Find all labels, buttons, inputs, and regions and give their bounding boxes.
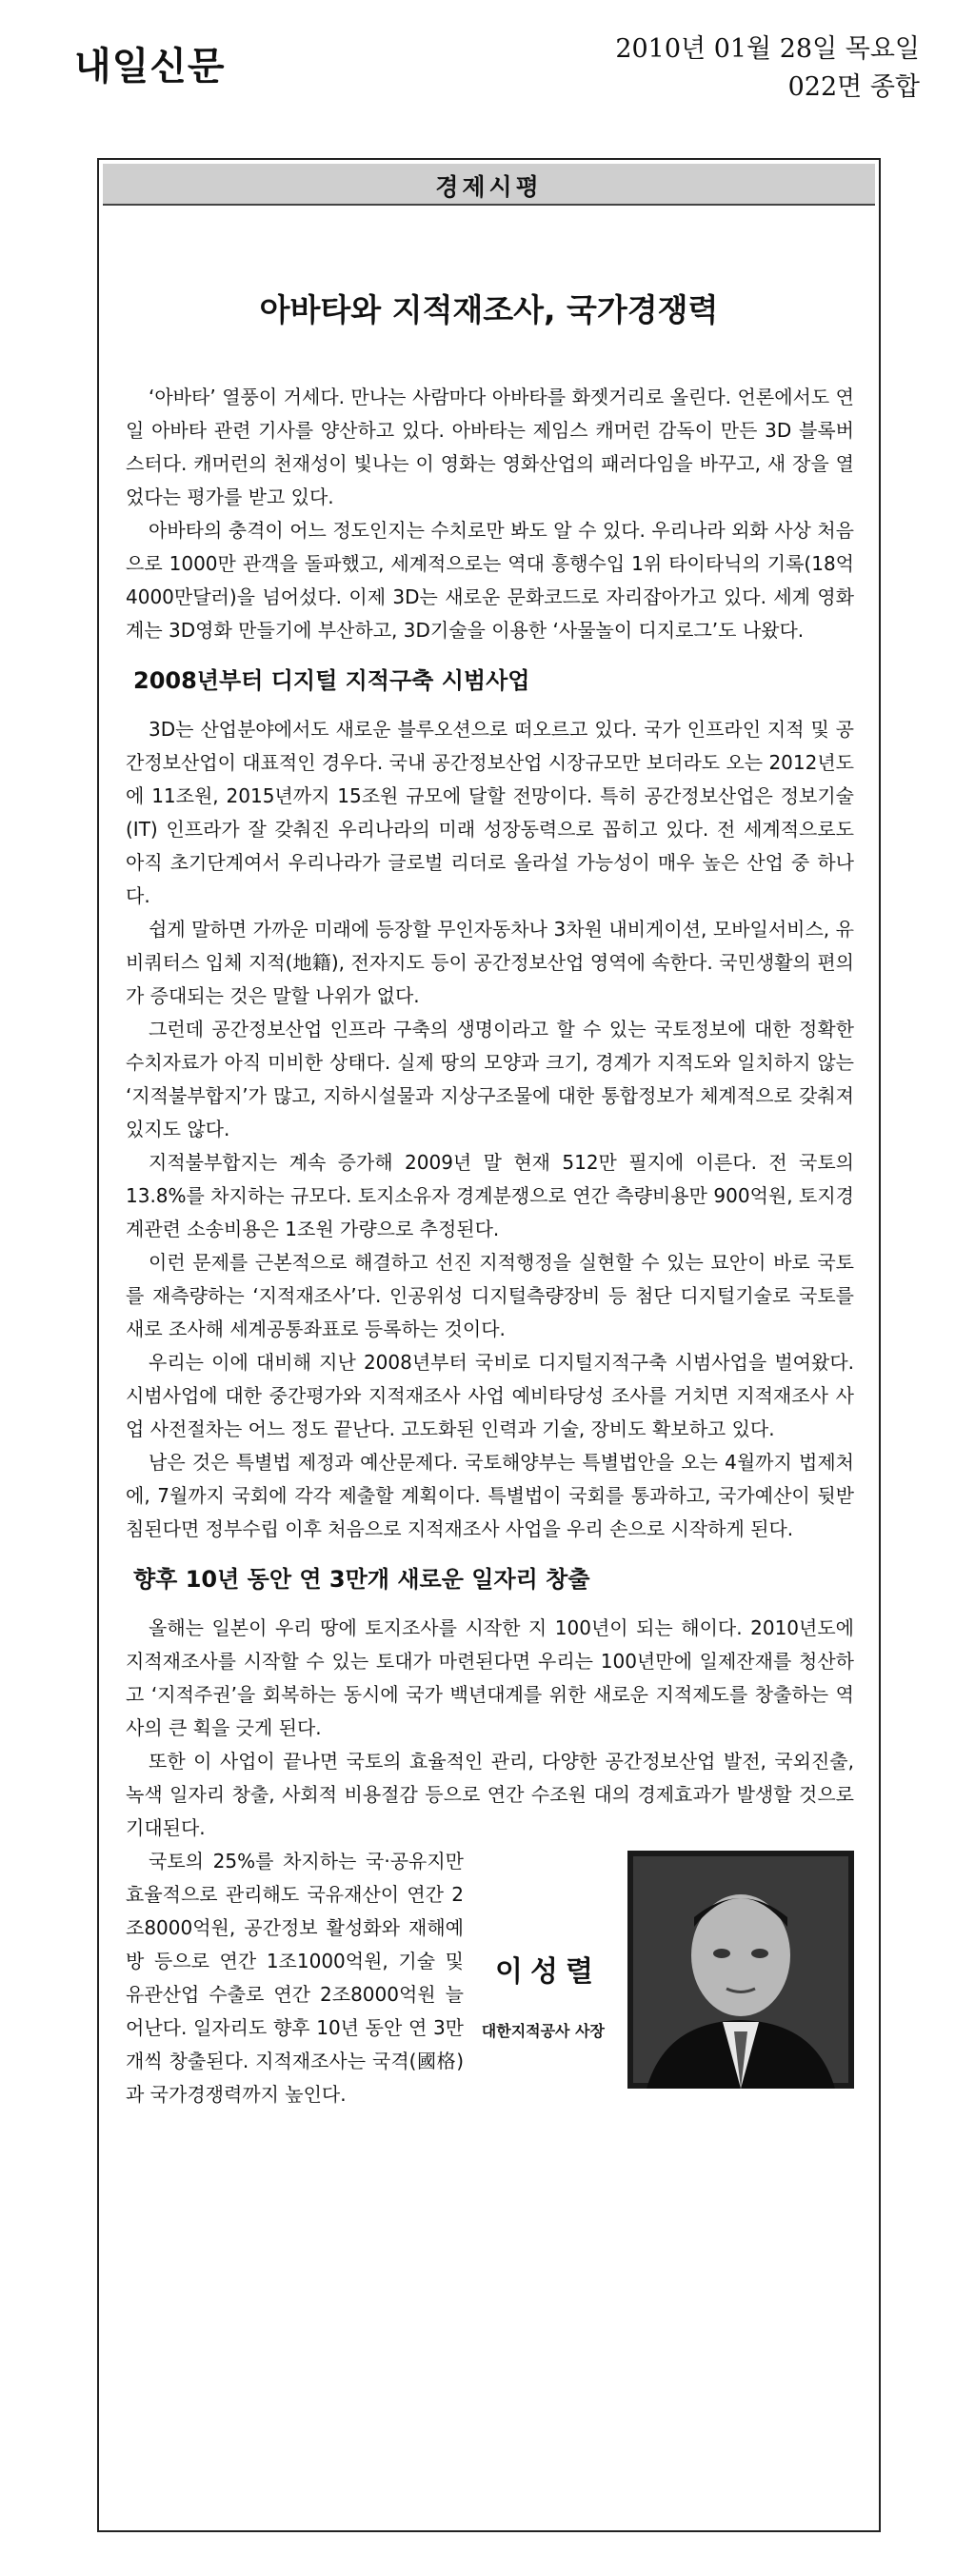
paragraph: 또한 이 사업이 끝나면 국토의 효율적인 관리, 다양한 공간정보산업 발전, 국외진출, 녹색 일자리 창출, 사회적 비용절감 등으로 연간 수조원 대의 경제효과가 발생할 것으로 기대된다. [126, 1750, 854, 1839]
author-title: 대한지적공사 사장 [481, 2022, 605, 2040]
paragraph: 3D는 산업분야에서도 새로운 블루오션으로 떠오르고 있다. 국가 인프라인 지적 및 공간정보산업이 대표적인 경우다. 국내 공간정보산업 시장규모만 보더라도 오는 2012년도에 11조원, 2015년까지 15조원 규모에 달할 전망이다. 특히 공간정보산업은 정보기술(IT) 인프라가 잘 갖춰진 우리나라의 미래 성장동력으로 꼽히고 있다. 전 세계적으로도 아직 초기단계여서 우리나라가 글로벌 리더로 올라설 가능성이 매우 높은 산업 중 하나다. [126, 718, 854, 907]
paper-name: 내일신문 [74, 45, 226, 89]
paragraph: 국토의 25%를 차지하는 국·공유지만 효율적으로 관리해도 국유재산이 연간 2조8000억원, 공간정보 활성화와 재해예방 등으로 연간 1조1000억원, 기술 및 유관산업 수출로 연간 2조8000억원 늘어난다. 일자리도 향후 10년 동안 연 3만개씩 창출된다. 지적재조사는 국격(國格)과 국가경쟁력까지 높인다. [126, 1850, 464, 2106]
paragraph: 올해는 일본이 우리 땅에 토지조사를 시작한 지 100년이 되는 해이다. 2010년도에 지적재조사를 시작할 수 있는 토대가 마련된다면 우리는 100년만에 일제잔재를 청산하고 ‘지적주권’을 회복하는 동시에 국가 백년대계를 위한 새로운 지적제도를 창출하는 역사의 큰 획을 긋게 된다. [126, 1616, 854, 1739]
section-bar [103, 164, 875, 206]
publication-date: 2010년 01월 28일 목요일 [615, 34, 920, 64]
author-photo [627, 1851, 854, 2089]
paragraph: 남은 것은 특별법 제정과 예산문제다. 국토해양부는 특별법안을 오는 4월까지 법제처에, 7월까지 국회에 각각 제출할 계획이다. 특별법이 국회를 통과하고, 국가예산이 뒷받침된다면 정부수립 이후 처음으로 지적재조사 사업을 우리 손으로 시작하게 된다. [126, 1451, 854, 1540]
dateline [615, 30, 920, 107]
article-frame [97, 158, 881, 2532]
author-portrait-image [627, 1851, 854, 2089]
author-name: 이성렬 [495, 1955, 601, 1989]
paragraph: 우리는 이에 대비해 지난 2008년부터 국비로 디지털지적구축 시범사업을 벌여왔다. 시범사업에 대한 중간평가와 지적재조사 사업 예비타당성 조사를 거치면 지적재조사 사업 사전절차는 어느 정도 끝난다. 고도화된 인력과 기술, 장비도 확보하고 있다. [126, 1351, 854, 1440]
section-title: 경제시평 [435, 173, 543, 201]
article-headline: 아바타와 지적재조사, 국가경쟁력 [259, 291, 719, 328]
page-section: 022면 종합 [787, 72, 920, 102]
author-byline [464, 1851, 614, 2089]
paragraph: 쉽게 말하면 가까운 미래에 등장할 무인자동차나 3차원 내비게이션, 모바일서비스, 유비쿼터스 입체 지적(地籍), 전자지도 등이 공간정보산업 영역에 속한다. 국민생활의 편의가 증대되는 것은 말할 나위가 없다. [126, 918, 854, 1007]
paragraph: 아바타의 충격이 어느 정도인지는 수치로만 봐도 알 수 있다. 우리나라 외화 사상 처음으로 1000만 관객을 돌파했고, 세계적으로는 역대 흥행수입 1위 타이타닉의 기록(18억4000만달러)을 넘어섰다. 이제 3D는 새로운 문화코드로 자리잡아가고 있다. 세계 영화계는 3D영화 만들기에 부산하고, 3D기술을 이용한 ‘사물놀이 디지로그’도 나왔다. [126, 519, 854, 642]
subheading: 향후 10년 동안 연 3만개 새로운 일자리 창출 [133, 1566, 590, 1593]
closing-section [126, 1845, 854, 2111]
paragraph: 그런데 공간정보산업 인프라 구축의 생명이라고 할 수 있는 국토정보에 대한 정확한 수치자료가 아직 미비한 상태다. 실제 땅의 모양과 크기, 경계가 지적도와 일치하지 않는 ‘지적불부합지’가 많고, 지하시설물과 지상구조물에 대한 통합정보가 체계적으로 갖춰져 있지도 않다. [126, 1018, 854, 1140]
paragraph: 지적불부합지는 계속 증가해 2009년 말 현재 512만 필지에 이른다. 전 국토의 13.8%를 차지하는 규모다. 토지소유자 경계분쟁으로 연간 측량비용만 900억원, 토지경계관련 소송비용은 1조원 가량으로 추정된다. [126, 1151, 854, 1240]
masthead [0, 0, 975, 143]
paragraph: ‘아바타’ 열풍이 거세다. 만나는 사람마다 아바타를 화젯거리로 올린다. 언론에서도 연일 아바타 관련 기사를 양산하고 있다. 아바타는 제임스 캐머런 감독이 만든 3D 블록버스터다. 캐머런의 천재성이 빛나는 이 영화는 영화산업의 패러다임을 바꾸고, 새 장을 열었다는 평가를 받고 있다. [126, 386, 854, 508]
article-body [126, 381, 854, 2111]
paragraph: 이런 문제를 근본적으로 해결하고 선진 지적행정을 실현할 수 있는 묘안이 바로 국토를 재측량하는 ‘지적재조사’다. 인공위성 디지털측량장비 등 첨단 디지털기술로 국토를 새로 조사해 세계공통좌표로 등록하는 것이다. [126, 1251, 854, 1340]
subheading: 2008년부터 디지털 지적구축 시범사업 [133, 667, 530, 694]
